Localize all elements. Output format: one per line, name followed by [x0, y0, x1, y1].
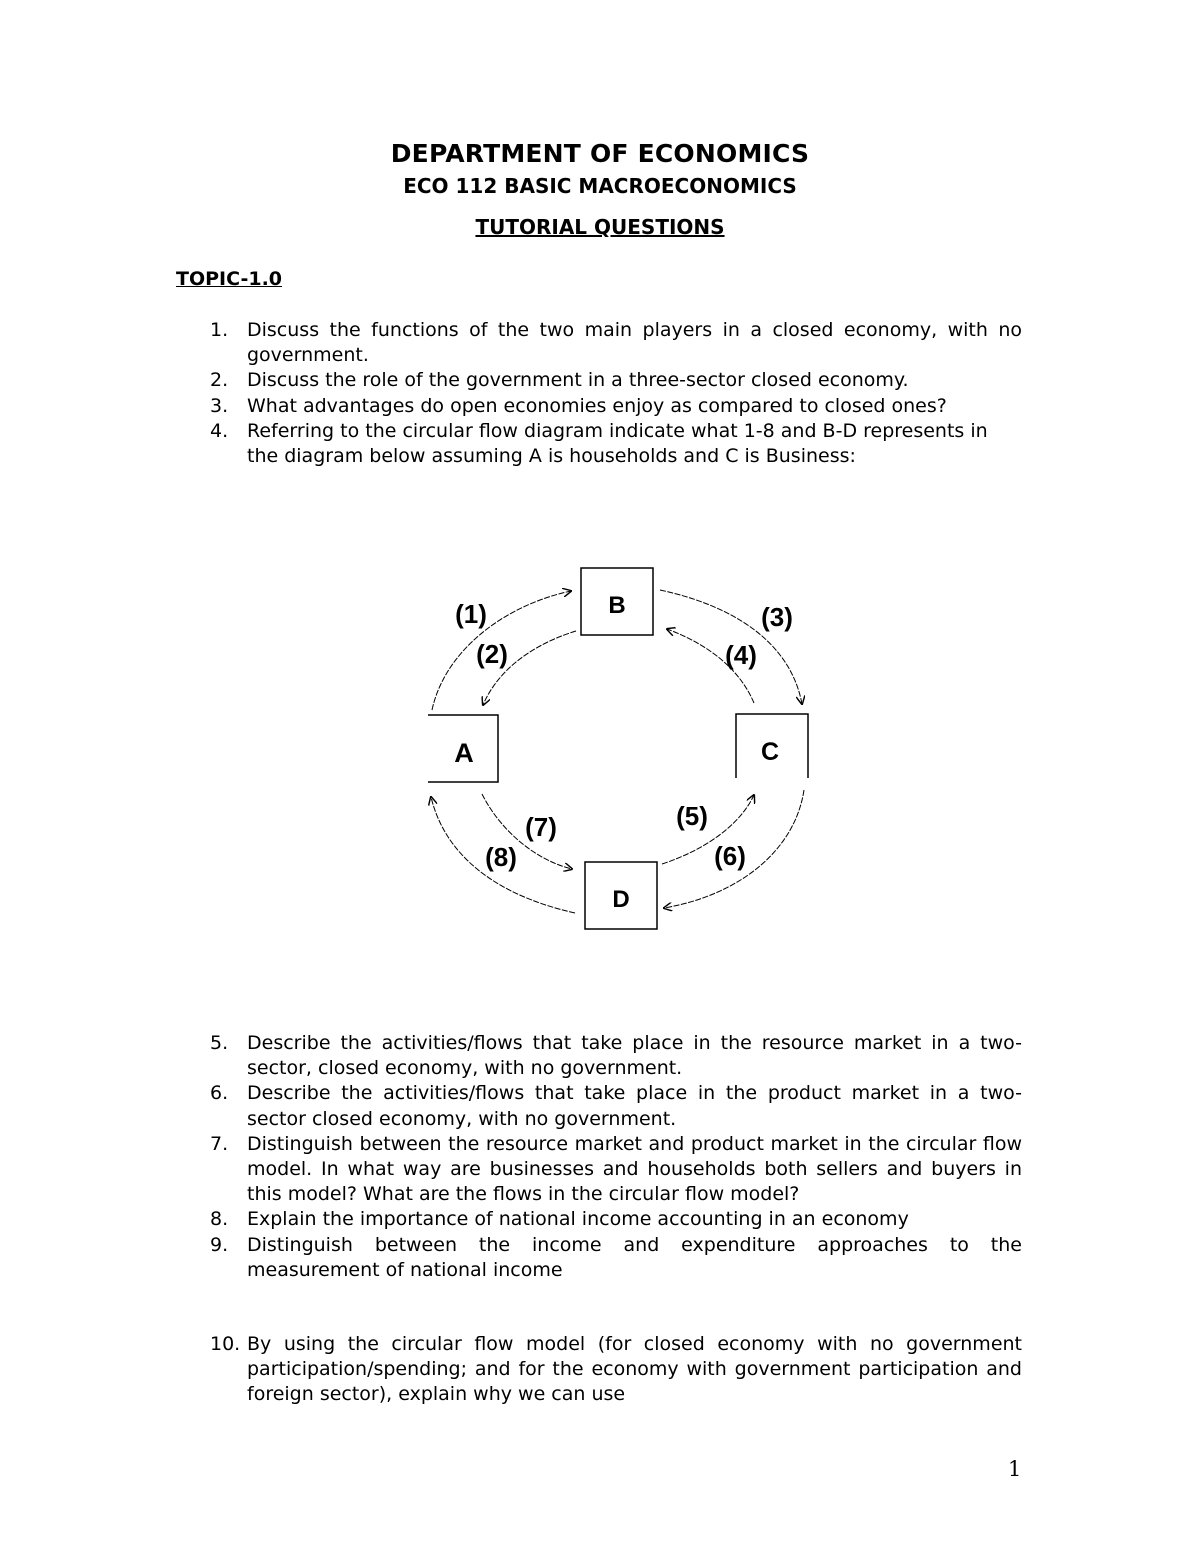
question-text: Discuss the functions of the two main players in a closed economy, with no government.: [247, 319, 1022, 367]
flow-8-label: (8): [485, 842, 517, 872]
question-number: 3.: [210, 394, 229, 417]
course-title: ECO 112 BASIC MACROECONOMICS: [403, 174, 797, 198]
question-item: [210, 1207, 1022, 1232]
question-text: Referring to the circular flow diagram indicate what 1-8 and B-D represents in the diagram below assuming A is households and C is Business:: [247, 419, 988, 468]
question-number: 6.: [210, 1082, 229, 1105]
box-b-label: B: [608, 592, 626, 619]
question-number: 4.: [210, 419, 229, 442]
question-text: Distinguish between the income and expenditure approaches to the measurement of national income: [247, 1233, 1022, 1281]
question-item: [210, 1031, 1022, 1081]
question-item: [210, 1081, 1022, 1131]
question-text: Distinguish between the resource market and product market in the circular flow model. In what way are businesses and households both sellers and buyers in this model? What are the flows in the circular flow model?: [247, 1132, 1022, 1206]
flow-7-label: (7): [525, 812, 557, 842]
box-c: [736, 714, 808, 778]
department-title: DEPARTMENT OF ECONOMICS: [390, 139, 810, 168]
question-item: [210, 1132, 1022, 1208]
question-text: Discuss the role of the government in a three-sector closed economy.: [247, 369, 909, 392]
box-a: [428, 715, 498, 782]
question-number: 8.: [210, 1208, 229, 1231]
flow-6-label: (6): [714, 841, 746, 871]
box-d-label: D: [612, 886, 630, 913]
question-text: Describe the activities/flows that take place in the product market in a two-sector closed economy, with no government.: [247, 1082, 1022, 1130]
question-list-bottom: [210, 1031, 1022, 1283]
question-list-continued: [210, 1332, 1022, 1408]
question-number: 7.: [210, 1132, 229, 1155]
flow-5-label: (5): [676, 801, 708, 831]
box-d: [585, 862, 657, 929]
tutorial-heading: TUTORIAL QUESTIONS: [475, 215, 725, 239]
question-text: Describe the activities/flows that take place in the resource market in a two-sector, closed economy, with no government.: [247, 1032, 1022, 1080]
flow-4-label: (4): [725, 640, 757, 670]
question-number: 9.: [210, 1233, 229, 1256]
page-number: 1: [1008, 1457, 1022, 1481]
box-a-label: A: [454, 738, 474, 768]
flow-1-label: (1): [455, 599, 487, 629]
flow-3-label: (3): [761, 602, 793, 632]
question-text: Explain the importance of national income accounting in an economy: [247, 1208, 909, 1231]
question-number: 1.: [210, 319, 229, 341]
question-item: [210, 1233, 1022, 1283]
flow-2-label: (2): [476, 639, 508, 669]
box-c-label: C: [760, 738, 780, 766]
question-number: 5.: [210, 1032, 229, 1054]
question-text: By using the circular flow model (for closed economy with no government participation/spending; and for the economy with government participation and foreign sector), explain why we can use: [247, 1333, 1022, 1406]
question-text: What advantages do open economies enjoy as compared to closed ones?: [247, 394, 947, 417]
question-number: 2.: [210, 369, 229, 392]
topic-heading: TOPIC-1.0: [176, 268, 283, 290]
question-number: 10.: [210, 1333, 241, 1355]
question-item: [210, 1332, 1022, 1408]
box-b: [581, 568, 653, 635]
